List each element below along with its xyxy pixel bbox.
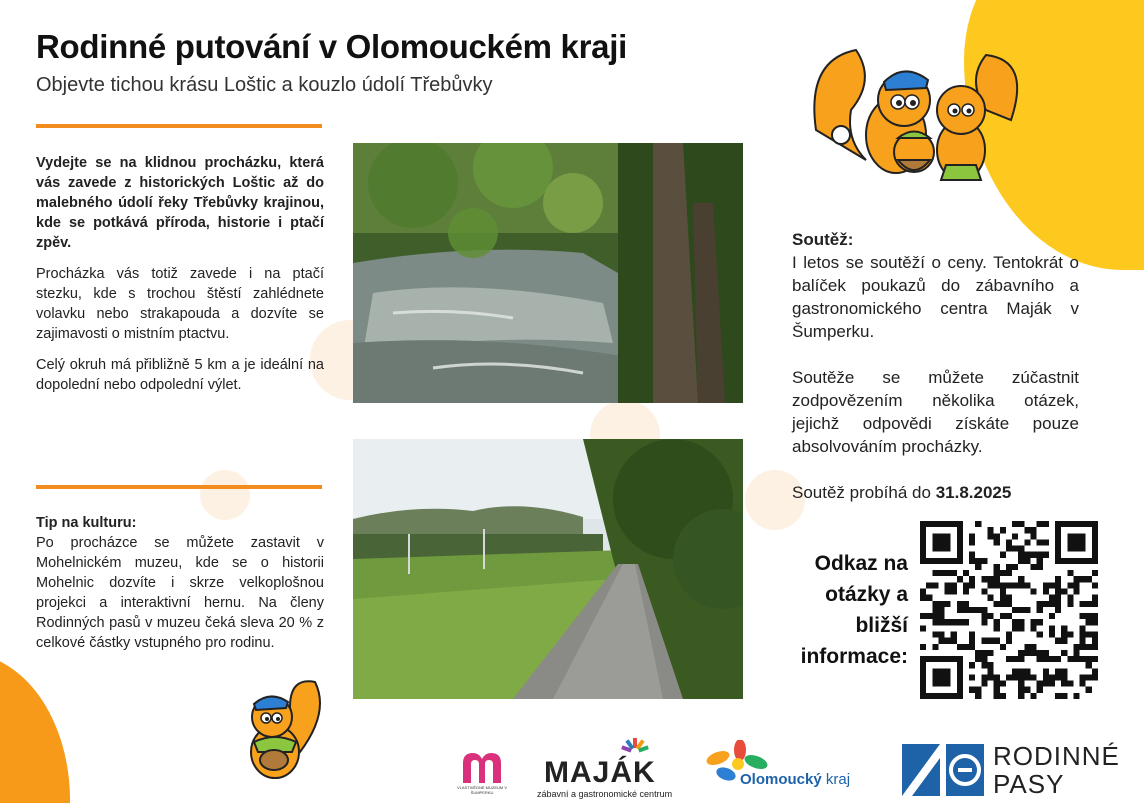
contest-heading: Soutěž: [792, 230, 854, 249]
river-photo [353, 143, 743, 403]
kraj-word: kraj [825, 771, 851, 788]
olomoucky-kraj-word: Olomoucký [740, 771, 822, 788]
tip-section [36, 513, 324, 653]
contest-section [792, 228, 1079, 527]
contest-paragraph: I letos se soutěží o ceny. Tentokrát o balíček poukazů do zábavního a gastronomického centra Maják v Šumperku. [792, 253, 1079, 341]
intro-paragraph: Procházka vás totiž zavede i na ptačí stezku, kde s trochou štěstí zahlédnete volavku nebo strakapouda a dozvíte se zajimavosti o mistním ptactvu. [36, 266, 324, 342]
divider-line [36, 124, 322, 128]
intro-paragraph: Celý okruh má přibližně 5 km a je ideální na dopolední nebo odpolední výlet. [36, 357, 324, 393]
rodinne-pasy-logo-text-line2: PASY [993, 769, 1065, 799]
page-title: Rodinné putování v Olomouckém kraji [36, 28, 627, 65]
olomoucky-kraj-logo-text [740, 771, 850, 788]
qr-code[interactable] [920, 521, 1098, 699]
intro-lead: Vydejte se na klidnou procházku, která vás zavede z historických Loštic až do malebného údolí řeky Třebůvky krajinou, kde se potkává příroda, historie i ptačí zpěv. [36, 155, 324, 251]
meadow-road-photo [353, 439, 743, 699]
squirrel-family-illustration [806, 40, 1026, 200]
orange-corner-shape [0, 653, 70, 803]
qr-label: Odkaz na otázky a bližší informace: [800, 552, 908, 668]
majak-logo-caption: zábavní a gastronomické centrum [537, 789, 673, 799]
divider-line [36, 485, 322, 489]
contest-deadline-date: 31.8.2025 [935, 483, 1012, 502]
contest-paragraph: Soutěže se můžete zúčastnit zodpovězením několika otázek, jejichž odpovědi získáte pouze absolvováním procházky. [792, 368, 1079, 456]
contest-deadline [792, 481, 1079, 504]
muzeum-logo-caption: VLASTIVĚDNÉ MUZEUM V ŠUMPERKU [456, 785, 507, 795]
contest-deadline-prefix: Soutěž probíhá do [792, 483, 931, 502]
page-subtitle: Objevte tichou krásu Loštic a kouzlo údolí Třebůvky [36, 74, 493, 96]
majak-logo-text: MAJÁK [544, 756, 656, 789]
intro-text [36, 153, 324, 406]
squirrel-illustration [240, 672, 325, 782]
tip-text: Po procházce se můžete zastavit v Mohelnickém muzeu, kde se o historii Mohelnic dozvíte i skrze velkoplošnou projekci a interaktivní hernu. Na členy Rodinných pasů v muzeu čeká sleva 20 % z celkové částky vstupného pro rodinu. [36, 535, 324, 651]
rodinne-pasy-logo-text-line1: RODINNÉ [993, 741, 1120, 771]
tip-heading: Tip na kulturu: [36, 515, 137, 531]
